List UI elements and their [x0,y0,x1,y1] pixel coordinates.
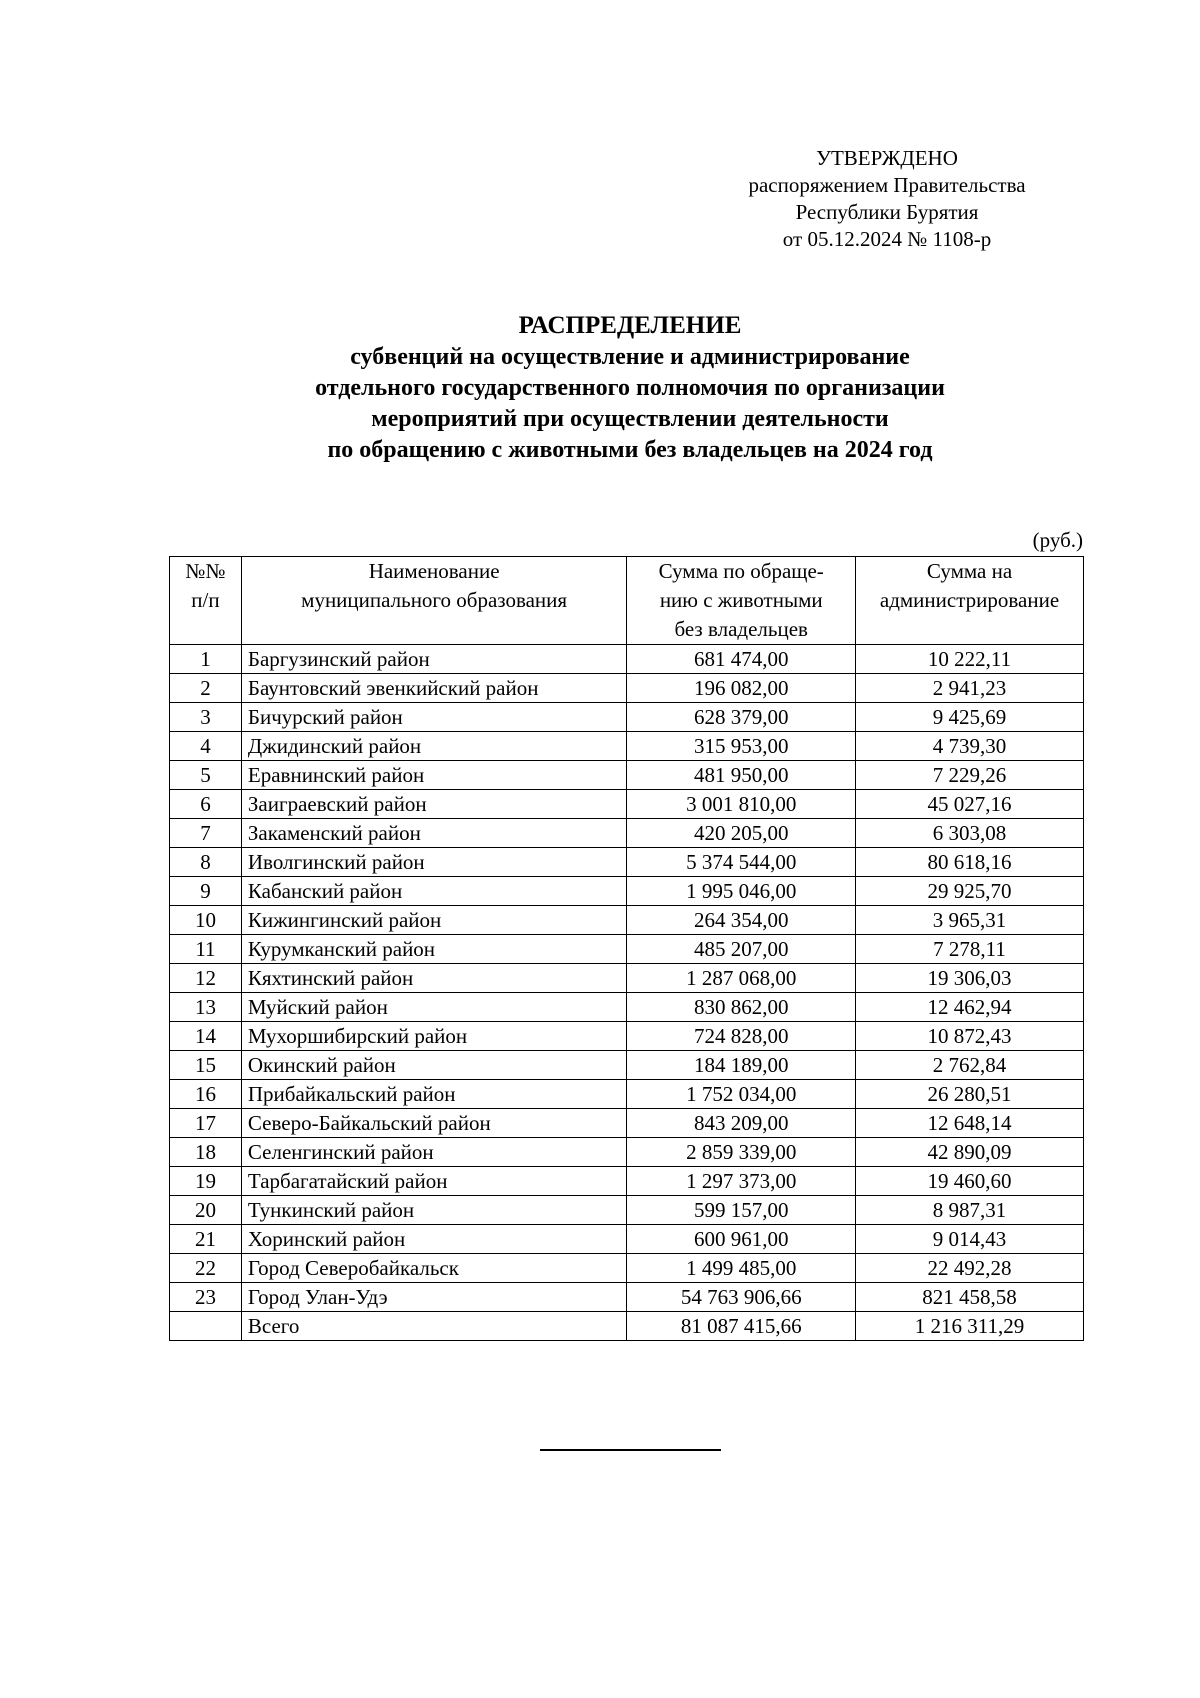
approval-stamp [722,145,1052,253]
header-admin-sum-line-2: администрирование [879,588,1060,612]
table-row [170,935,1084,964]
total-row [170,1312,1084,1341]
row-animal-sum: 1 297 373,00 [627,1167,856,1196]
row-municipality: Окинский район [241,1051,626,1080]
row-animal-sum: 184 189,00 [627,1051,856,1080]
row-number: 15 [170,1051,242,1080]
header-number-line-2: п/п [191,588,220,612]
row-municipality: Баргузинский район [241,645,626,674]
row-animal-sum: 3 001 810,00 [627,790,856,819]
row-animal-sum: 481 950,00 [627,761,856,790]
total-label: Всего [241,1312,626,1341]
row-animal-sum: 599 157,00 [627,1196,856,1225]
row-admin-sum: 45 027,16 [856,790,1084,819]
row-animal-sum: 54 763 906,66 [627,1283,856,1312]
row-admin-sum: 10 222,11 [856,645,1084,674]
approval-issuer: распоряжением Правительства [748,173,1026,197]
approval-region: Республики Бурятия [795,200,979,224]
table-row [170,674,1084,703]
table-row [170,1283,1084,1312]
table-row [170,848,1084,877]
row-admin-sum: 2 941,23 [856,674,1084,703]
total-admin-sum: 1 216 311,29 [856,1312,1084,1341]
currency-unit: (руб.) [1032,528,1083,552]
row-animal-sum: 5 374 544,00 [627,848,856,877]
row-number: 8 [170,848,242,877]
row-admin-sum: 8 987,31 [856,1196,1084,1225]
row-municipality: Заиграевский район [241,790,626,819]
row-municipality: Курумканский район [241,935,626,964]
row-animal-sum: 264 354,00 [627,906,856,935]
row-number: 21 [170,1225,242,1254]
row-animal-sum: 2 859 339,00 [627,1138,856,1167]
row-number: 18 [170,1138,242,1167]
closing-line [540,1449,721,1451]
row-animal-sum: 843 209,00 [627,1109,856,1138]
row-animal-sum: 830 862,00 [627,993,856,1022]
row-animal-sum: 1 499 485,00 [627,1254,856,1283]
row-municipality: Муйский район [241,993,626,1022]
table-row [170,790,1084,819]
table-row [170,1022,1084,1051]
row-municipality: Кабанский район [241,877,626,906]
total-number [170,1312,242,1341]
row-number: 12 [170,964,242,993]
table-header-row [170,557,1084,645]
row-municipality: Кижингинский район [241,906,626,935]
table-row [170,732,1084,761]
row-municipality: Джидинский район [241,732,626,761]
table-row [170,1109,1084,1138]
row-municipality: Тарбагатайский район [241,1167,626,1196]
table-row [170,993,1084,1022]
header-animal-sum [627,557,856,645]
title-line-1: субвенций на осуществление и администрирование [350,344,910,370]
header-animal-sum-line-3: без владельцев [674,617,808,641]
table-row [170,761,1084,790]
row-animal-sum: 628 379,00 [627,703,856,732]
table-row [170,877,1084,906]
row-municipality: Город Северобайкальск [241,1254,626,1283]
header-number-line-1: №№ [185,559,226,583]
table-row [170,1196,1084,1225]
row-admin-sum: 29 925,70 [856,877,1084,906]
row-number: 23 [170,1283,242,1312]
row-admin-sum: 2 762,84 [856,1051,1084,1080]
row-number: 10 [170,906,242,935]
row-animal-sum: 600 961,00 [627,1225,856,1254]
row-number: 11 [170,935,242,964]
row-number: 20 [170,1196,242,1225]
row-admin-sum: 9 014,43 [856,1225,1084,1254]
row-number: 6 [170,790,242,819]
row-number: 9 [170,877,242,906]
row-admin-sum: 80 618,16 [856,848,1084,877]
table-row [170,906,1084,935]
row-admin-sum: 22 492,28 [856,1254,1084,1283]
row-municipality: Тункинский район [241,1196,626,1225]
header-animal-sum-line-1: Сумма по обраще- [658,559,824,583]
row-admin-sum: 7 229,26 [856,761,1084,790]
row-municipality: Мухоршибирский район [241,1022,626,1051]
header-municipality [241,557,626,645]
approval-heading: УТВЕРЖДЕНО [816,146,958,170]
header-number [170,557,242,645]
row-number: 4 [170,732,242,761]
row-number: 1 [170,645,242,674]
row-municipality: Закаменский район [241,819,626,848]
row-admin-sum: 12 648,14 [856,1109,1084,1138]
distribution-table [169,556,1084,1341]
table-row [170,703,1084,732]
header-admin-sum [856,557,1084,645]
table-row [170,1225,1084,1254]
row-municipality: Город Улан-Удэ [241,1283,626,1312]
approval-date-number: от 05.12.2024 № 1108-р [782,227,992,251]
row-admin-sum: 42 890,09 [856,1138,1084,1167]
row-number: 16 [170,1080,242,1109]
row-number: 2 [170,674,242,703]
row-number: 5 [170,761,242,790]
row-municipality: Бичурский район [241,703,626,732]
row-animal-sum: 196 082,00 [627,674,856,703]
row-municipality: Хоринский район [241,1225,626,1254]
row-admin-sum: 9 425,69 [856,703,1084,732]
table-row [170,1167,1084,1196]
header-municipality-line-1: Наименование [368,559,500,583]
title-line-2: отдельного государственного полномочия по организации [315,375,945,401]
table-row [170,819,1084,848]
table-row [170,1080,1084,1109]
table-body [170,645,1084,1341]
title-line-4: по обращению с животными без владельцев на 2024 год [327,437,933,463]
row-admin-sum: 19 306,03 [856,964,1084,993]
row-number: 13 [170,993,242,1022]
row-admin-sum: 19 460,60 [856,1167,1084,1196]
table-row [170,1138,1084,1167]
row-number: 14 [170,1022,242,1051]
row-animal-sum: 1 287 068,00 [627,964,856,993]
title-line-3: мероприятий при осуществлении деятельности [371,406,889,432]
row-number: 17 [170,1109,242,1138]
row-animal-sum: 1 995 046,00 [627,877,856,906]
row-animal-sum: 1 752 034,00 [627,1080,856,1109]
total-animal-sum: 81 087 415,66 [627,1312,856,1341]
row-admin-sum: 6 303,08 [856,819,1084,848]
row-municipality: Баунтовский эвенкийский район [241,674,626,703]
row-admin-sum: 26 280,51 [856,1080,1084,1109]
header-municipality-line-2: муниципального образования [301,588,568,612]
title-main: РАСПРЕДЕЛЕНИЕ [518,312,742,339]
row-number: 19 [170,1167,242,1196]
row-animal-sum: 420 205,00 [627,819,856,848]
row-admin-sum: 7 278,11 [856,935,1084,964]
row-admin-sum: 12 462,94 [856,993,1084,1022]
row-municipality: Кяхтинский район [241,964,626,993]
row-municipality: Селенгинский район [241,1138,626,1167]
row-municipality: Северо-Байкальский район [241,1109,626,1138]
row-animal-sum: 485 207,00 [627,935,856,964]
row-admin-sum: 3 965,31 [856,906,1084,935]
header-admin-sum-line-1: Сумма на [926,559,1013,583]
row-number: 7 [170,819,242,848]
row-admin-sum: 10 872,43 [856,1022,1084,1051]
table-row [170,1254,1084,1283]
table-row [170,645,1084,674]
row-number: 22 [170,1254,242,1283]
document-title [150,310,1110,466]
row-municipality: Еравнинский район [241,761,626,790]
row-number: 3 [170,703,242,732]
table-row [170,1051,1084,1080]
row-animal-sum: 724 828,00 [627,1022,856,1051]
row-animal-sum: 681 474,00 [627,645,856,674]
row-municipality: Иволгинский район [241,848,626,877]
header-animal-sum-line-2: нию с животными [659,588,823,612]
row-admin-sum: 4 739,30 [856,732,1084,761]
row-animal-sum: 315 953,00 [627,732,856,761]
table-row [170,964,1084,993]
row-municipality: Прибайкальский район [241,1080,626,1109]
row-admin-sum: 821 458,58 [856,1283,1084,1312]
